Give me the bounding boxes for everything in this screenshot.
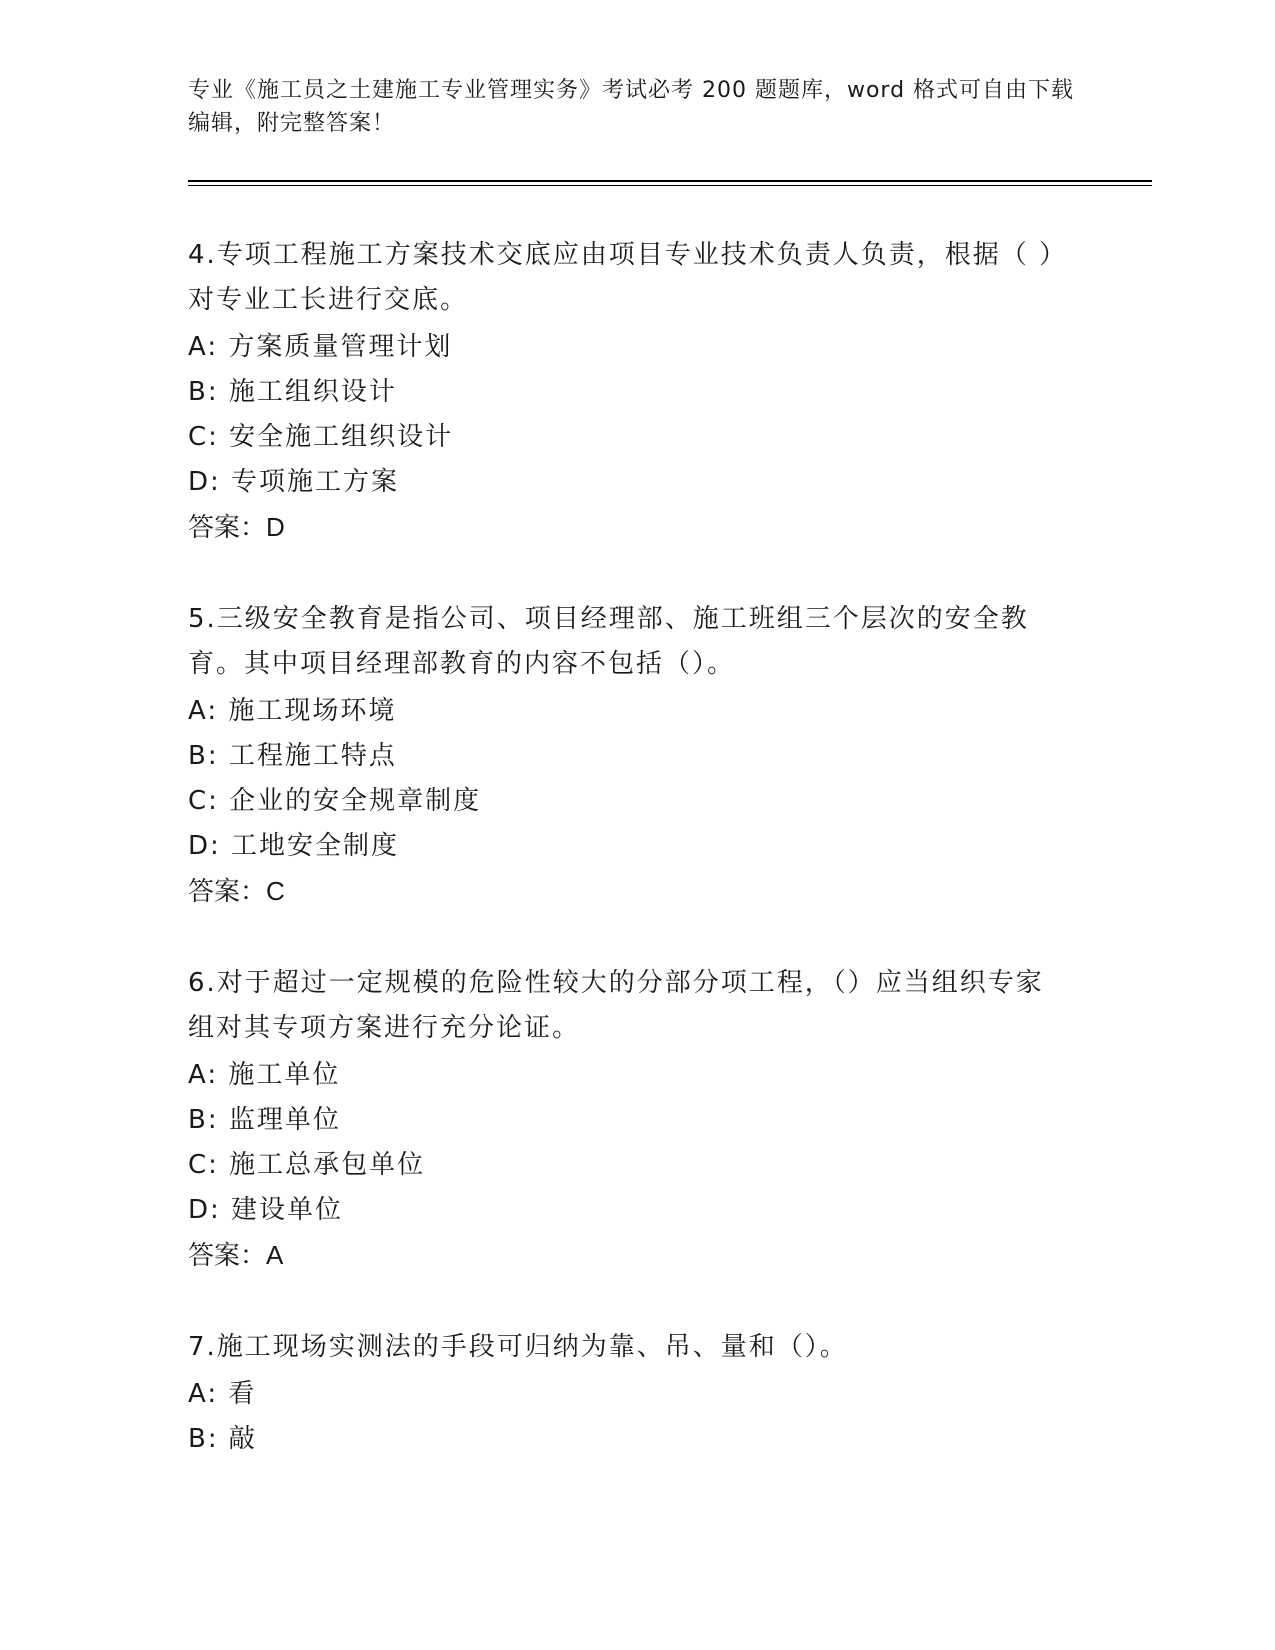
option-b: B: 监理单位 <box>188 1105 341 1135</box>
question-stem: 6.对于超过一定规模的危险性较大的分部分项工程，（）应当组织专家组对其专项方案进行充分论证。 <box>188 968 1044 1043</box>
option-a: A: 施工现场环境 <box>188 696 397 726</box>
option-a: A: 看 <box>188 1379 257 1409</box>
answer: 答案：D <box>188 512 285 542</box>
option-b: B: 施工组织设计 <box>188 377 397 407</box>
option-c: C: 企业的安全规章制度 <box>188 786 482 816</box>
option-c: C: 安全施工组织设计 <box>188 422 454 452</box>
question-stem: 7.施工现场实测法的手段可归纳为靠、吊、量和（）。 <box>188 1332 848 1362</box>
question-7 <box>188 1325 1068 1462</box>
answer: 答案：A <box>188 1240 284 1270</box>
option-d: D: 工地安全制度 <box>188 831 400 861</box>
question-4 <box>188 233 1068 550</box>
question-stem: 5.三级安全教育是指公司、项目经理部、施工班组三个层次的安全教育。其中项目经理部教育的内容不包括（）。 <box>188 604 1029 679</box>
question-6 <box>188 961 1068 1278</box>
option-d: D: 专项施工方案 <box>188 467 400 497</box>
option-c: C: 施工总承包单位 <box>188 1150 426 1180</box>
option-a: A: 施工单位 <box>188 1060 341 1090</box>
option-a: A: 方案质量管理计划 <box>188 332 453 362</box>
document-intro: 专业《施工员之土建施工专业管理实务》考试必考 200 题题库，word 格式可自由下载编辑，附完整答案！ <box>188 78 1075 136</box>
option-b: B: 工程施工特点 <box>188 741 397 771</box>
question-stem: 4.专项工程施工方案技术交底应由项目专业技术负责人负责，根据（ ）对专业工长进行交底。 <box>188 240 1068 315</box>
answer: 答案：C <box>188 876 285 906</box>
option-b: B: 敲 <box>188 1424 257 1454</box>
header-divider <box>188 180 1152 186</box>
option-d: D: 建设单位 <box>188 1195 344 1225</box>
question-5 <box>188 597 1068 914</box>
